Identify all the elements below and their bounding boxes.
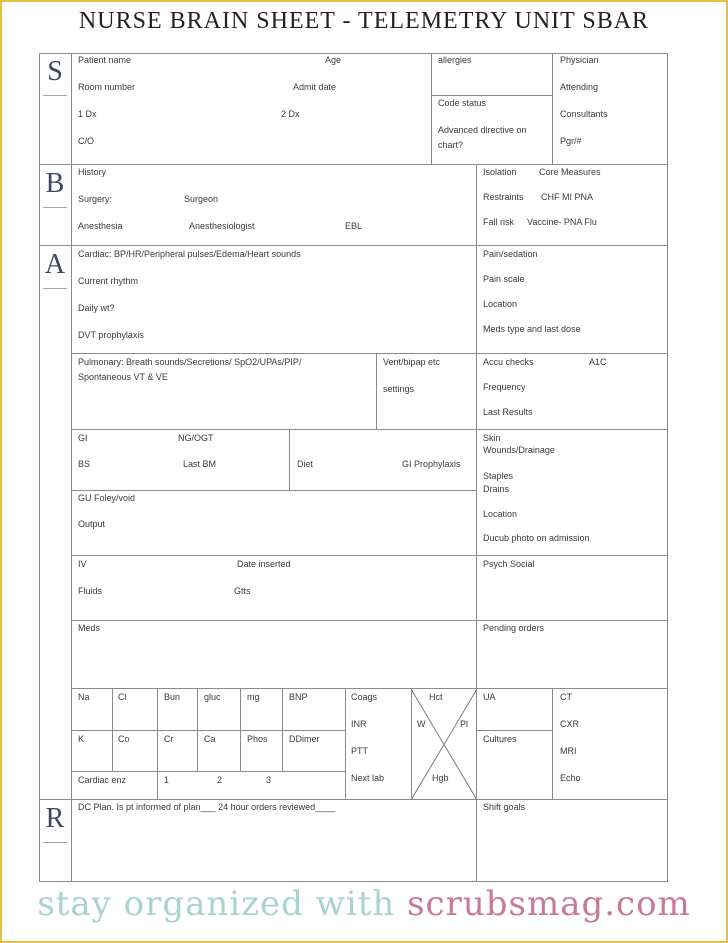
label-ducub-photo: Ducub photo on admission bbox=[483, 533, 590, 543]
lab-inr: INR bbox=[351, 719, 367, 729]
lab-bnp: BNP bbox=[289, 692, 308, 702]
lab-coags: Coags bbox=[351, 692, 378, 702]
letter-underline-s bbox=[43, 95, 67, 96]
label-skin: Skin bbox=[483, 433, 501, 443]
label-pain-location: Location bbox=[483, 299, 518, 309]
label-anesthesia: Anesthesia bbox=[78, 221, 123, 231]
a-line-pulmonary bbox=[71, 353, 668, 354]
lab-co: Co bbox=[118, 734, 130, 744]
lab-ct: CT bbox=[560, 692, 572, 702]
label-iv: IV bbox=[78, 559, 87, 569]
a-line-meds bbox=[71, 620, 668, 621]
letter-underline-b bbox=[43, 207, 67, 208]
label-dc-plan: DC Plan. Is pt informed of plan___ 24 hour orders reviewed____ bbox=[78, 802, 336, 812]
lab-phos: Phos bbox=[247, 734, 268, 744]
sbar-letter-a: A bbox=[44, 249, 66, 280]
label-wounds-drainage: Wounds/Drainage bbox=[483, 445, 555, 455]
lab-ddimer: DDimer bbox=[289, 734, 320, 744]
lab-cr: Cr bbox=[164, 734, 174, 744]
label-diet: Diet bbox=[297, 459, 314, 469]
label-gu-foley: GU Foley/void bbox=[78, 493, 136, 503]
label-surgeon: Surgeon bbox=[184, 194, 219, 204]
label-pending-orders: Pending orders bbox=[483, 623, 545, 633]
label-fall-risk: Fall risk bbox=[483, 217, 514, 227]
table-border-right bbox=[667, 53, 668, 882]
label-last-bm: Last BM bbox=[183, 459, 217, 469]
lab-col-6 bbox=[345, 688, 346, 800]
lab-next-lab: Next lab bbox=[351, 773, 385, 783]
lab-enz-3: 3 bbox=[266, 775, 272, 785]
lab-mri: MRI bbox=[560, 746, 577, 756]
s-divider-2 bbox=[552, 53, 553, 165]
label-a1c: A1C bbox=[589, 357, 607, 367]
label-shift-goals: Shift goals bbox=[483, 802, 526, 812]
lab-na: Na bbox=[78, 692, 90, 702]
label-gi-prophylaxis: GI Prophylaxis bbox=[402, 459, 461, 469]
label-spontaneous-vt: Spontaneous VT & VE bbox=[78, 372, 168, 382]
label-vent-bipap: Vent/bipap etc bbox=[383, 357, 441, 367]
sbar-letter-r: R bbox=[45, 803, 65, 834]
label-anesthesiologist: Anesthesiologist bbox=[189, 221, 255, 231]
section-divider-s-b bbox=[39, 164, 668, 165]
label-advanced-directive-chart: chart? bbox=[438, 140, 464, 150]
lab-hct: Hct bbox=[429, 692, 443, 702]
label-core-measures: Core Measures bbox=[539, 167, 601, 177]
page-title: NURSE BRAIN SHEET - TELEMETRY UNIT SBAR bbox=[78, 8, 650, 34]
label-pgr: Pgr/# bbox=[560, 136, 582, 146]
lab-col-1 bbox=[112, 688, 113, 772]
label-output: Output bbox=[78, 519, 106, 529]
lab-col-5 bbox=[282, 688, 283, 772]
lab-mg: mg bbox=[247, 692, 260, 702]
a-line-labs bbox=[71, 688, 668, 689]
label-physician: Physician bbox=[560, 55, 599, 65]
sbar-letter-b: B bbox=[45, 168, 65, 199]
a-line-gu bbox=[71, 490, 477, 491]
label-ebl: EBL bbox=[345, 221, 363, 231]
cbc-cross-diagram bbox=[411, 689, 477, 801]
s-code-status-line bbox=[431, 95, 553, 96]
lab-col-8 bbox=[552, 688, 553, 800]
a-diet-divider bbox=[289, 429, 290, 491]
label-pulmonary: Pulmonary: Breath sounds/Secretions/ SpO2/UPAs/PIP/ bbox=[78, 357, 302, 367]
letter-column-divider bbox=[71, 53, 72, 882]
label-dx2: 2 Dx bbox=[281, 109, 300, 119]
lab-cxr: CXR bbox=[560, 719, 580, 729]
label-restraints: Restraints bbox=[483, 192, 524, 202]
label-drain-location: Location bbox=[483, 509, 518, 519]
lab-col-4 bbox=[240, 688, 241, 772]
footer-branding bbox=[0, 884, 728, 924]
label-room-number: Room number bbox=[78, 82, 136, 92]
label-cardiac: Cardiac: BP/HR/Peripheral pulses/Edema/Heart sounds bbox=[78, 249, 301, 259]
label-ng-ogt: NG/OGT bbox=[178, 433, 214, 443]
label-isolation: Isolation bbox=[483, 167, 517, 177]
label-pain-sedation: Pain/sedation bbox=[483, 249, 538, 259]
lab-ca: Ca bbox=[204, 734, 216, 744]
label-frequency: Frequency bbox=[483, 382, 526, 392]
label-age: Age bbox=[325, 55, 342, 65]
label-advanced-directive: Advanced directive on bbox=[438, 125, 527, 135]
letter-underline-a bbox=[43, 288, 67, 289]
label-history: History bbox=[78, 167, 107, 177]
label-accu-checks: Accu checks bbox=[483, 357, 534, 367]
label-psych-social: Psych Social bbox=[483, 559, 535, 569]
lab-pl: Pl bbox=[460, 719, 469, 729]
a-vent-divider bbox=[376, 353, 377, 430]
lab-k: K bbox=[78, 734, 85, 744]
label-meds: Meds bbox=[78, 623, 101, 633]
footer-tagline: stay organized with bbox=[37, 884, 408, 924]
label-co: C/O bbox=[78, 136, 95, 146]
label-pain-scale: Pain scale bbox=[483, 274, 525, 284]
lab-enz-2: 2 bbox=[217, 775, 223, 785]
label-staples: Staples bbox=[483, 471, 514, 481]
lab-cl: Cl bbox=[118, 692, 127, 702]
lab-w: W bbox=[417, 719, 426, 729]
lab-cultures: Cultures bbox=[483, 734, 517, 744]
label-dx1: 1 Dx bbox=[78, 109, 97, 119]
label-meds-type: Meds type and last dose bbox=[483, 324, 581, 334]
sbar-letter-s: S bbox=[47, 56, 63, 87]
label-drains: Drains bbox=[483, 484, 510, 494]
label-allergies: allergies bbox=[438, 55, 472, 65]
label-consultants: Consultants bbox=[560, 109, 608, 119]
lab-enz-1: 1 bbox=[164, 775, 170, 785]
label-fluids: Fluids bbox=[78, 586, 103, 596]
ua-cultures-line bbox=[476, 730, 553, 731]
label-attending: Attending bbox=[560, 82, 599, 92]
label-dvt-prophylaxis: DVT prophylaxis bbox=[78, 330, 144, 340]
lab-gluc: gluc bbox=[204, 692, 221, 702]
lab-ptt: PTT bbox=[351, 746, 368, 756]
b-divider bbox=[476, 164, 477, 246]
label-code-status: Code status bbox=[438, 98, 487, 108]
label-chf-mi-pna: CHF MI PNA bbox=[541, 192, 594, 202]
label-bs: BS bbox=[78, 459, 91, 469]
lab-ua: UA bbox=[483, 692, 496, 702]
section-divider-a-r bbox=[39, 799, 668, 800]
label-patient-name: Patient name bbox=[78, 55, 132, 65]
label-current-rhythm: Current rhythm bbox=[78, 276, 139, 286]
letter-underline-r bbox=[43, 842, 67, 843]
lab-bun: Bun bbox=[164, 692, 181, 702]
r-divider bbox=[476, 799, 477, 882]
label-admit-date: Admit date bbox=[293, 82, 337, 92]
label-last-results: Last Results bbox=[483, 407, 533, 417]
table-border-bottom bbox=[39, 881, 668, 882]
a-line-gi bbox=[71, 429, 668, 430]
lab-col-2 bbox=[157, 688, 158, 800]
label-daily-wt: Daily wt? bbox=[78, 303, 115, 313]
a-line-iv bbox=[71, 555, 668, 556]
label-surgery: Surgery: bbox=[78, 194, 113, 204]
label-gi: GI bbox=[78, 433, 88, 443]
lab-echo: Echo bbox=[560, 773, 581, 783]
label-vaccine: Vaccine- PNA Flu bbox=[527, 217, 597, 227]
lab-cardiac-enz: Cardiac enz bbox=[78, 775, 127, 785]
lab-col-3 bbox=[197, 688, 198, 772]
label-date-inserted: Date inserted bbox=[237, 559, 291, 569]
section-divider-b-a bbox=[39, 245, 668, 246]
s-divider-1 bbox=[431, 53, 432, 165]
lab-hgb: Hgb bbox=[432, 773, 449, 783]
label-settings: settings bbox=[383, 384, 415, 394]
label-gtts: Gtts bbox=[234, 586, 251, 596]
footer-site-name: scrubsmag.com bbox=[407, 884, 691, 924]
